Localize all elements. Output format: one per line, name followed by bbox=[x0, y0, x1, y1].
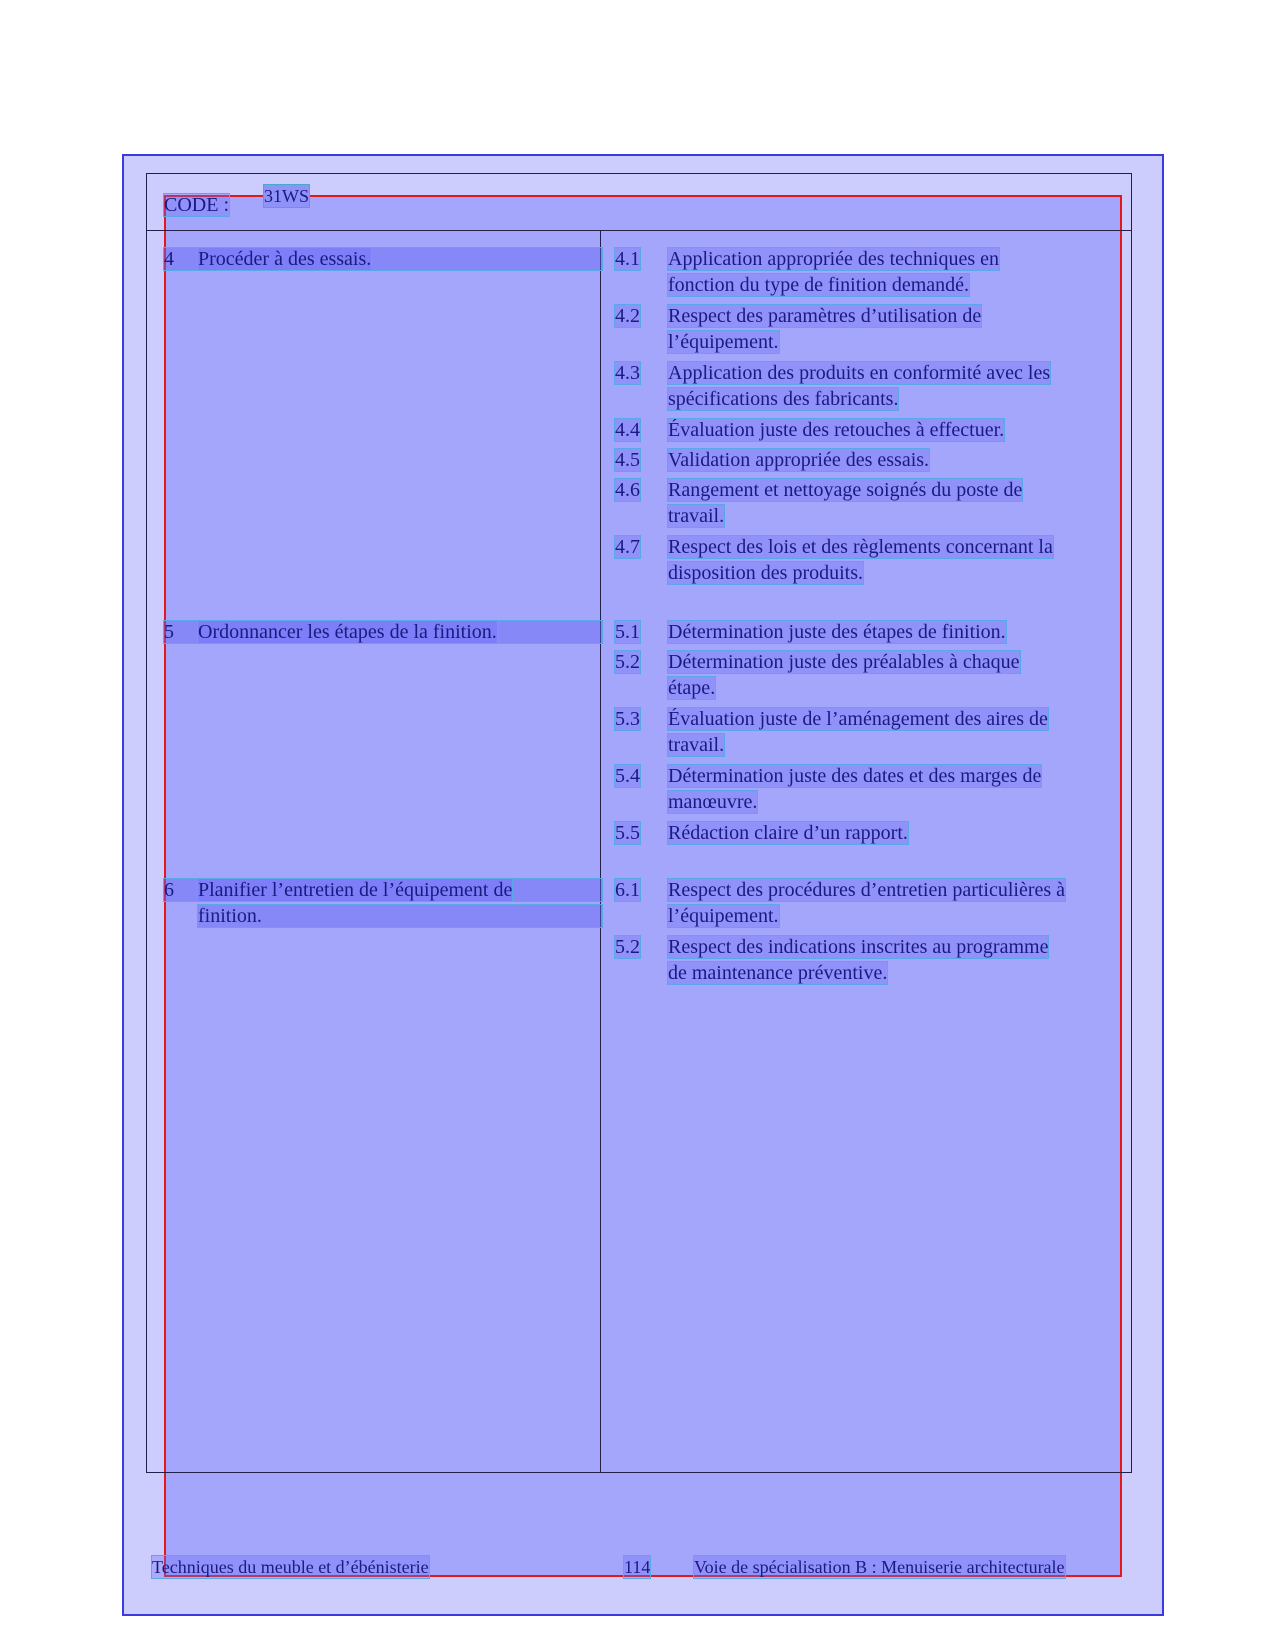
criterion-number: 4.2 bbox=[615, 305, 640, 327]
criterion-number: 4.6 bbox=[615, 479, 640, 501]
footer-page-number: 114 bbox=[624, 1557, 651, 1577]
criterion-number: 4.3 bbox=[615, 362, 640, 384]
criterion-number: 5.2 bbox=[615, 651, 640, 673]
code-value: 31WS bbox=[264, 186, 309, 206]
criterion-number: 4.7 bbox=[615, 536, 640, 558]
criterion-number: 5.3 bbox=[615, 708, 640, 730]
criterion-text: Détermination juste des préalables à chaque bbox=[668, 651, 1020, 673]
competency-title: finition. bbox=[198, 905, 602, 927]
footer-specialization: Voie de spécialisation B : Menuiserie architecturale bbox=[694, 1557, 1065, 1577]
criterion-text: Détermination juste des étapes de finition. bbox=[668, 621, 1006, 643]
criterion-text: spécifications des fabricants. bbox=[668, 388, 899, 410]
criterion-text: l’équipement. bbox=[668, 331, 779, 353]
competency-number: 6 bbox=[164, 879, 602, 901]
criterion-number: 4.4 bbox=[615, 419, 640, 441]
criterion-text: Évaluation juste de l’aménagement des aires de bbox=[668, 708, 1048, 730]
criterion-text: Respect des lois et des règlements concernant la bbox=[668, 536, 1053, 558]
criterion-text: Application appropriée des techniques en bbox=[668, 248, 999, 270]
criterion-text: travail. bbox=[668, 505, 725, 527]
criterion-text: de maintenance préventive. bbox=[668, 962, 888, 984]
criterion-number: 6.1 bbox=[615, 879, 640, 901]
criterion-number: 5.1 bbox=[615, 621, 640, 643]
criterion-text: Évaluation juste des retouches à effectuer. bbox=[668, 419, 1005, 441]
criterion-text: étape. bbox=[668, 677, 716, 699]
competency-number: 4 bbox=[164, 248, 602, 270]
criterion-text: Respect des procédures d’entretien particulières à bbox=[668, 879, 1066, 901]
criterion-text: Application des produits en conformité avec les bbox=[668, 362, 1051, 384]
header-divider bbox=[146, 230, 1132, 231]
competency-title: Procéder à des essais. bbox=[198, 248, 372, 270]
criterion-text: Détermination juste des dates et des marges de bbox=[668, 765, 1042, 787]
code-label: CODE : bbox=[164, 194, 229, 216]
criterion-text: Validation appropriée des essais. bbox=[668, 449, 930, 471]
criterion-text: l’équipement. bbox=[668, 905, 779, 927]
competency-title: Planifier l’entretien de l’équipement de bbox=[198, 879, 513, 901]
criterion-text: fonction du type de finition demandé. bbox=[668, 274, 970, 296]
footer-program: Techniques du meuble et d’ébénisterie bbox=[152, 1557, 429, 1577]
criterion-number: 4.1 bbox=[615, 248, 640, 270]
competency-number: 5 bbox=[164, 621, 602, 643]
criterion-number: 5.5 bbox=[615, 822, 640, 844]
criterion-text: travail. bbox=[668, 734, 725, 756]
criterion-number: 5.4 bbox=[615, 765, 640, 787]
criterion-number: 5.2 bbox=[615, 936, 640, 958]
criterion-text: Rangement et nettoyage soignés du poste de bbox=[668, 479, 1023, 501]
criterion-text: disposition des produits. bbox=[668, 562, 864, 584]
criterion-text: Respect des paramètres d’utilisation de bbox=[668, 305, 982, 327]
criterion-text: Rédaction claire d’un rapport. bbox=[668, 822, 908, 844]
criterion-number: 4.5 bbox=[615, 449, 640, 471]
competency-title: Ordonnancer les étapes de la finition. bbox=[198, 621, 497, 643]
criterion-text: Respect des indications inscrites au programme bbox=[668, 936, 1049, 958]
column-divider bbox=[600, 230, 601, 1473]
criterion-text: manœuvre. bbox=[668, 791, 758, 813]
